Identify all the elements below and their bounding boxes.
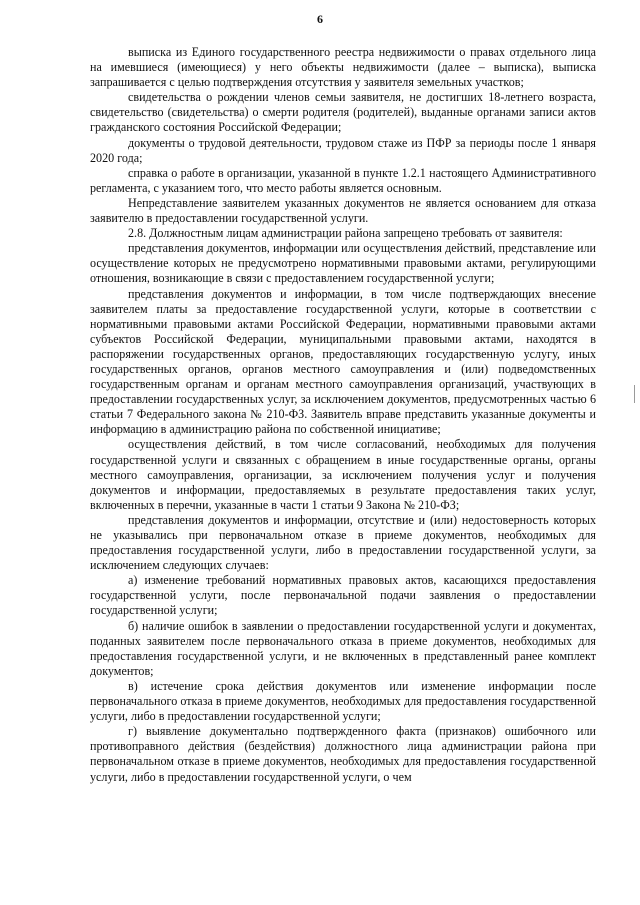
paragraph-labor-documents: документы о трудовой деятельности, трудовом стаже из ПФР за периоды после 1 января 2020 года; xyxy=(90,135,596,165)
paragraph-work-certificate: справка о работе в организации, указанной в пункте 1.2.1 настоящего Административного регламента, с указанием того, что место работы является основным. xyxy=(90,165,596,195)
paragraph-documents-in-possession: представления документов и информации, в том числе подтверждающих внесение заявителем платы за предоставление государственной услуги, которые в соответствии с нормативными правовыми актами Российской Федерации, нормативными правовыми актами субъектов Российской Федерации, муниципальными правовыми актами, находятся в распоряжении государственных органов, предоставляющих государственную услугу, иных государственных органов, органов местного самоуправления и (или) подведомственных государственным органам и органам местного самоуправления организаций, участвующих в предоставлении государственных услуг, за исключением документов, предусмотренных частью 6 статьи 7 Федерального закона № 210-ФЗ. Заявитель вправе представить указанные документы и информацию в администрацию района по собственной инициативе; xyxy=(90,286,596,437)
document-body xyxy=(90,45,596,785)
page-number: 6 xyxy=(317,12,323,26)
paragraph-exception-g: г) выявление документально подтвержденного факта (признаков) ошибочного или противоправного действия (бездействия) должностного лица администрации района при первоначальном отказе в приеме документов, необходимых для предоставления государственной услуги, либо в предоставлении государственной услуги, о чем xyxy=(90,724,596,784)
paragraph-approvals: осуществления действий, в том числе согласований, необходимых для получения государственной услуги и связанных с обращением в иные государственные органы, органы местного самоуправления, организации, за исключением получения услуг и получения документов и информации, предоставляемых в результате предоставления таких услуг, включенных в перечни, указанные в части 1 статьи 9 Закона № 210-ФЗ; xyxy=(90,437,596,512)
paragraph-extract-egrn: выписка из Единого государственного реестра недвижимости о правах отдельного лица на имевшиеся (имеющиеся) у него объекты недвижимости (далее – выписка), выписка запрашивается с целью подтверждения отсутствия у заявителя земельных участков; xyxy=(90,45,596,90)
scan-edge-mark xyxy=(634,385,635,403)
paragraph-exception-v: в) истечение срока действия документов или изменение информации после первоначального отказа в приеме документов, необходимых для предоставления государственной услуги, либо в предоставлении государственной услуги; xyxy=(90,678,596,724)
paragraph-prohibited-documents: представления документов, информации или осуществления действий, представление или осуществление которых не предусмотрено нормативными правовыми актами, регулирующими отношения, возникающие в связи с предоставлением государственной услуги; xyxy=(90,241,596,286)
paragraph-exceptions-intro: представления документов и информации, отсутствие и (или) недостоверность которых не указывались при первоначальном отказе в приеме документов, необходимых для предоставления государственной услуги, либо в предоставлении государственной услуги, за исключением следующих случаев: xyxy=(90,512,596,573)
paragraph-non-submission: Непредставление заявителем указанных документов не является основанием для отказа заявителю в предоставлении государственной услуги. xyxy=(90,195,596,226)
paragraph-birth-certificates: свидетельства о рождении членов семьи заявителя, не достигших 18-летнего возраста, свидетельство (свидетельства) о смерти родителя (родителей), выданные органами записи актов гражданского состояния Российской Федерации; xyxy=(90,90,596,135)
paragraph-section-2-8: 2.8. Должностным лицам администрации района запрещено требовать от заявителя: xyxy=(128,226,563,241)
paragraph-exception-b: б) наличие ошибок в заявлении о предоставлении государственной услуги и документах, поданных заявителем после первоначального отказа в приеме документов, необходимых для предоставления государственной услуги, и не включенных в представленный ранее комплект документов; xyxy=(90,618,596,678)
paragraph-exception-a: а) изменение требований нормативных правовых актов, касающихся предоставления государственной услуги, после первоначальной подачи заявления о предоставлении государственной услуги; xyxy=(90,573,596,618)
